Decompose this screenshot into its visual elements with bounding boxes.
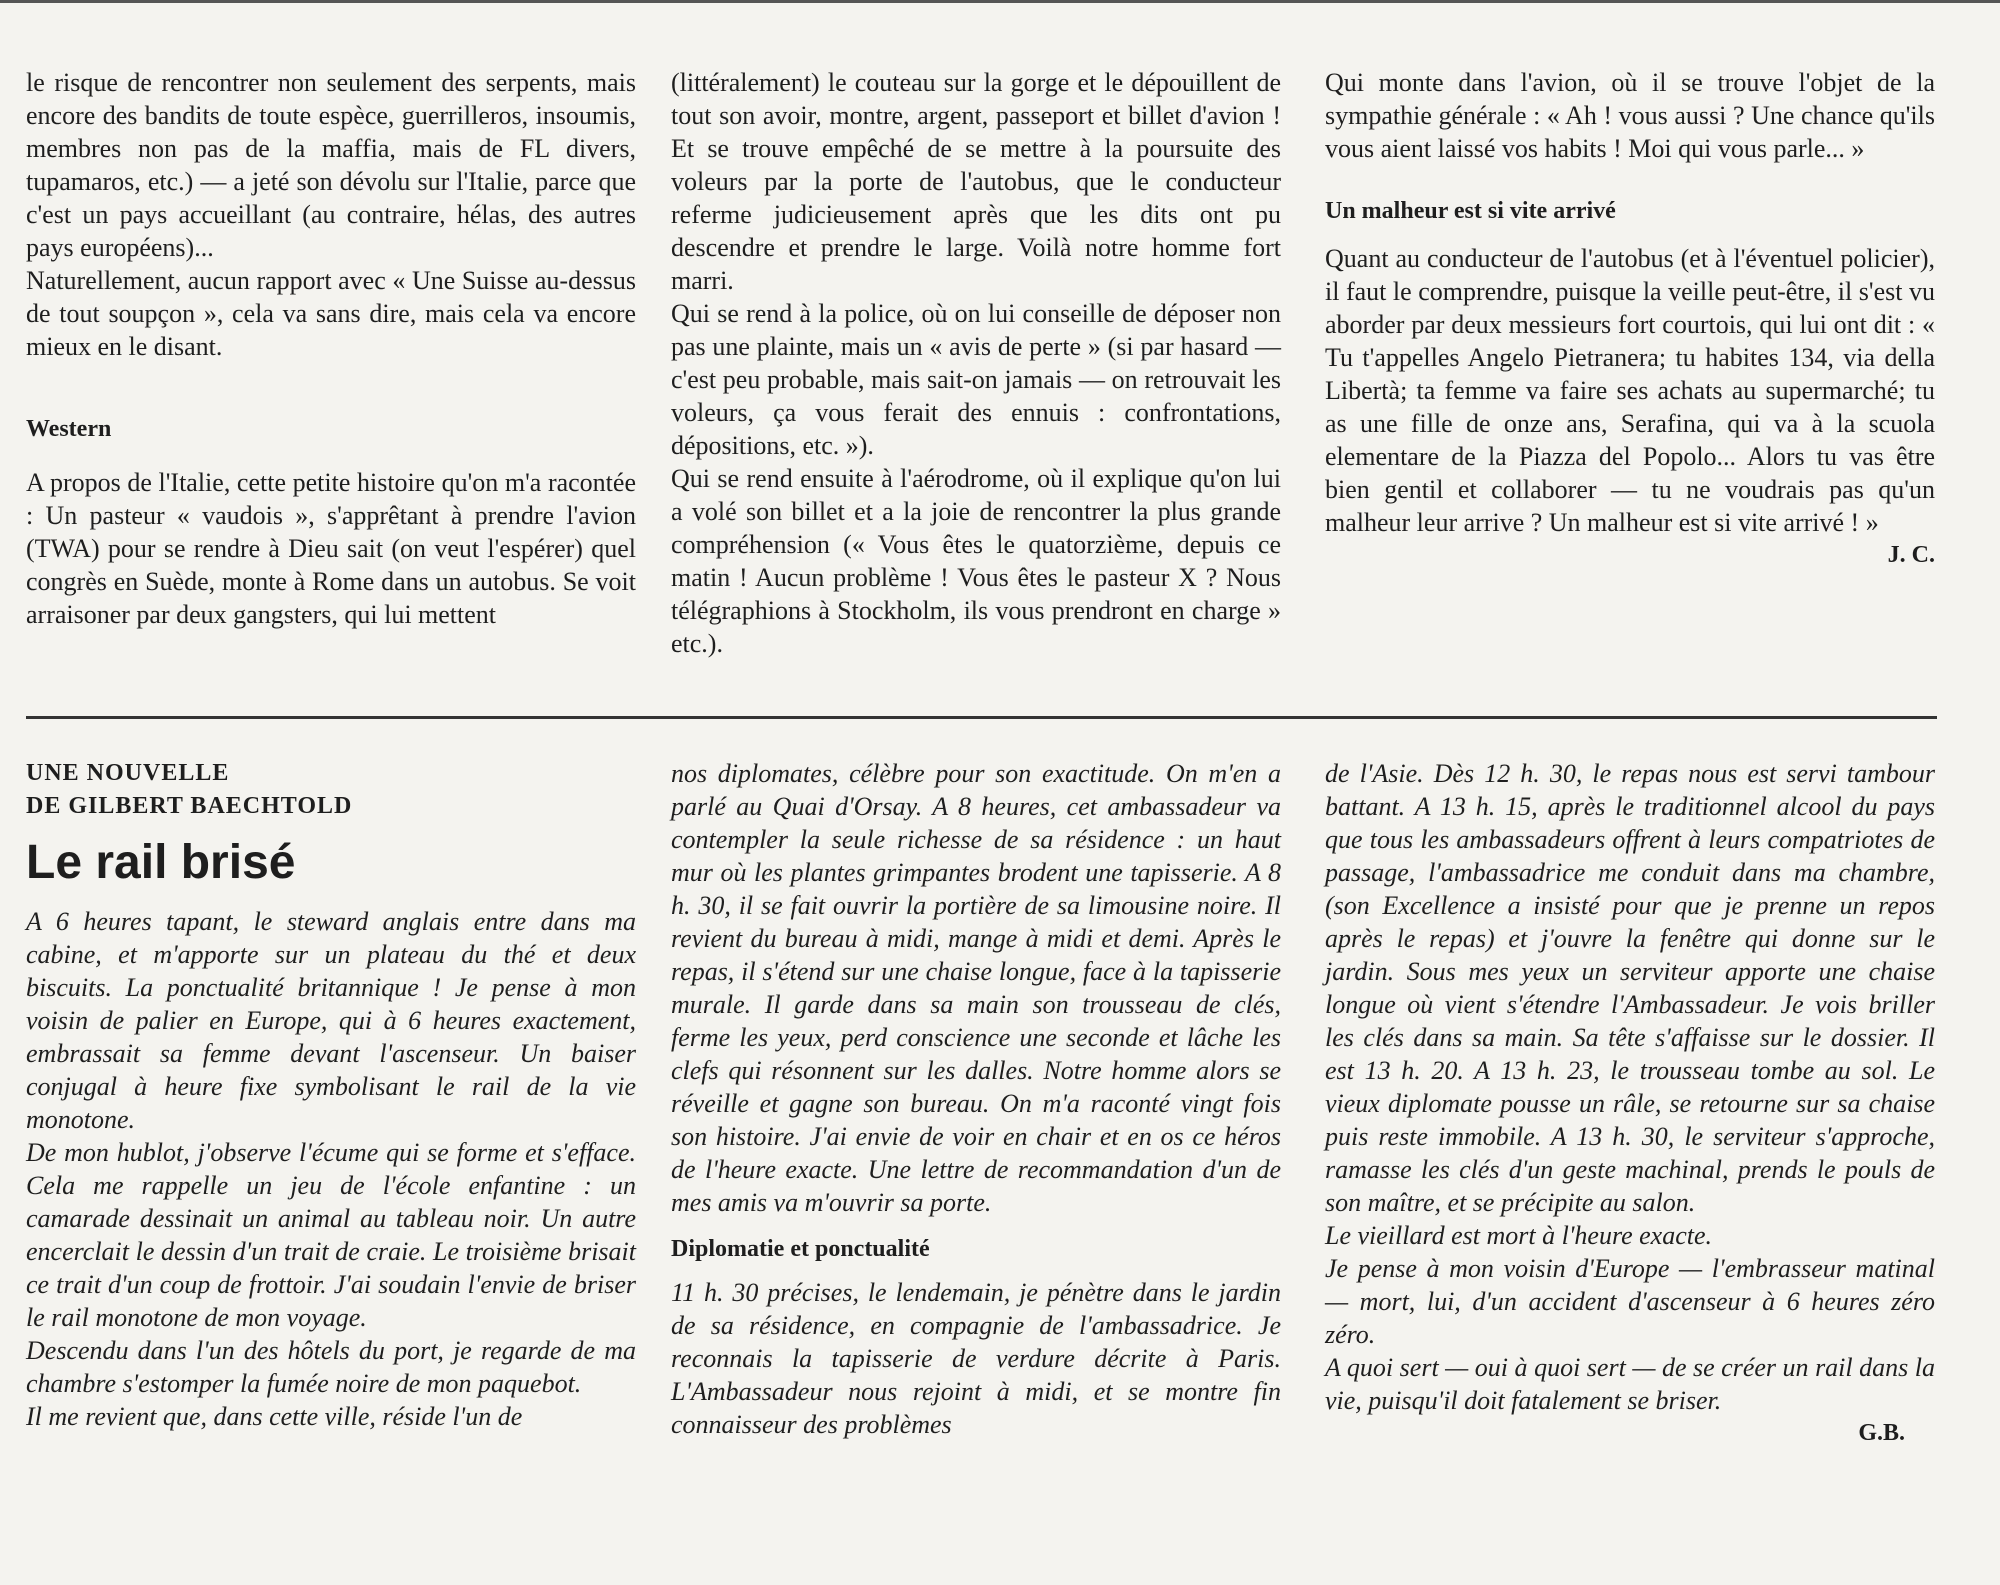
paragraph: Le vieillard est mort à l'heure exacte. xyxy=(1325,1221,1713,1250)
paragraph: A 6 heures tapant, le steward anglais entre dans ma cabine, et m'apporte sur un plateau du thé et deux biscuits. La ponctualité britannique ! Je pense à mon voisin de palier en Europe, qui à 6 heures exactement, embrassait sa femme devant l'ascenseur. Un baiser conjugal à heure fixe symbolisant le rail de la vie monotone. xyxy=(26,907,636,1134)
bottom-column-2 xyxy=(671,757,1281,1441)
paragraph: Naturellement, aucun rapport avec « Une Suisse au-dessus de tout soupçon », cela va sans dire, mais cela va encore mieux en le disant. xyxy=(26,266,636,361)
paragraph: nos diplomates, célèbre pour son exactitude. On m'en a parlé au Quai d'Orsay. A 8 heures, cet ambassadeur va contempler la seule richesse de sa résidence : un haut mur où les plantes grimpantes brodent une tapisserie. A 8 h. 30, il se fait ouvrir la portière de sa limousine noire. Il revient du bureau à midi, mange à midi et demi. Après le repas, il s'étend sur une chaise longue, face à la tapisserie murale. Il garde dans sa main son trousseau de clés, ferme les yeux, perd conscience une seconde et lâche les clefs qui résonnent sur les dalles. Notre homme alors se réveille et gagne son bureau. On m'a raconté vingt fois son histoire. J'ai envie de voir en chair et en os ce héros de l'heure exacte. Une lettre de recommandation d'un de mes amis va m'ouvrir sa porte. xyxy=(671,759,1281,1217)
paragraph: Qui monte dans l'avion, où il se trouve l'objet de la sympathie générale : « Ah ! vous aussi ? Une chance qu'ils vous aient laissé vos habits ! Moi qui vous parle... » xyxy=(1325,68,1935,163)
top-column-2 xyxy=(671,66,1281,660)
paragraph: Il me revient que, dans cette ville, réside l'un de xyxy=(26,1402,523,1431)
paragraph: De mon hublot, j'observe l'écume qui se forme et s'efface. Cela me rappelle un jeu de l'école enfantine : un camarade dessinait un animal au tableau noir. Un autre encerclait le dessin d'un trait de craie. Le troisième brisait ce trait d'un coup de frottoir. J'ai soudain l'envie de briser le rail monotone de mon voyage. xyxy=(26,1138,636,1332)
bottom-column-1 xyxy=(26,757,636,1433)
paragraph: 11 h. 30 précises, le lendemain, je pénètre dans le jardin de sa résidence, en compagnie de l'ambassadrice. Je reconnais la tapisserie de verdure décrite à Paris. L'Ambassadeur nous rejoint à midi, et se montre fin connaisseur des problèmes xyxy=(671,1278,1281,1439)
top-column-3 xyxy=(1325,66,1935,572)
paragraph: (littéralement) le couteau sur la gorge et le dépouillent de tout son avoir, montre, argent, passeport et billet d'avion ! Et se trouve empêché de se mettre à la poursuite des voleurs par la porte de l'autobus, que le conducteur referme judicieusement après que les dits ont pu descendre et prendre le large. Voilà notre homme fort marri. xyxy=(671,68,1281,295)
kicker-line-2: DE GILBERT BAECHTOLD xyxy=(26,793,353,819)
top-column-1 xyxy=(26,66,636,631)
paragraph: de l'Asie. Dès 12 h. 30, le repas nous est servi tambour battant. A 13 h. 15, après le traditionnel alcool du pays que tous les ambassadeurs offrent à leurs compatriotes de passage, l'ambassadrice me conduit dans ma chambre, (son Excellence a insisté pour que je prenne un repos après le repas) et j'ouvre la fenêtre qui donne sur le jardin. Sous mes yeux un serviteur apporte une chaise longue où vient s'étendre l'Ambassadeur. Je vois briller les clés dans sa main. Sa tête s'affaisse sur le dossier. Il est 13 h. 20. A 13 h. 23, le trousseau tombe au sol. Le vieux diplomate pousse un râle, se retourne sur sa chaise puis reste immobile. A 13 h. 30, le serviteur s'approche, ramasse les clés d'un geste machinal, prends le pouls de son maître, et se précipite au salon. xyxy=(1325,759,1935,1217)
bottom-column-3 xyxy=(1325,757,1935,1450)
paragraph: A quoi sert — oui à quoi sert — de se créer un rail dans la vie, puisqu'il doit fatalement se briser. xyxy=(1325,1353,1935,1415)
article-title: Le rail brisé xyxy=(26,836,296,889)
section-heading-western: Western xyxy=(26,416,112,442)
paragraph: le risque de rencontrer non seulement des serpents, mais encore des bandits de toute espèce, guerrilleros, insoumis, membres non pas de la maffia, mais de FL divers, tupamaros, etc.) — a jeté son dévolu sur l'Italie, parce que c'est un pays accueillant (au contraire, hélas, des autres pays européens)... xyxy=(26,68,636,262)
top-rule xyxy=(0,0,2000,3)
paragraph: Descendu dans l'un des hôtels du port, je regarde de ma chambre s'estomper la fumée noire de mon paquebot. xyxy=(26,1336,636,1398)
section-heading-diplomatie: Diplomatie et ponctualité xyxy=(671,1236,930,1262)
paragraph: Quant au conducteur de l'autobus (et à l'éventuel policier), il faut le comprendre, puisque la veille peut-être, il s'est vu aborder par deux messieurs fort courtois, qui lui ont dit : « Tu t'appelles Angelo Pietranera; tu habites 134, via della Libertà; ta femme va faire ses achats au supermarché; tu as une fille de onze ans, Serafina, qui va à la scuola elementare de la Piazza del Popolo... Alors tu vas être bien gentil et collaborer — tu ne voudrais pas qu'un malheur leur arrive ? Un malheur est si vite arrivé ! » xyxy=(1325,244,1935,537)
section-divider xyxy=(26,716,1937,719)
paragraph: Qui se rend à la police, où on lui conseille de déposer non pas une plainte, mais un « avis de perte » (si par hasard — c'est peu probable, mais sait-on jamais — on retrouvait les voleurs, ça vous ferait des ennuis : confrontations, dépositions, etc. »). xyxy=(671,299,1281,460)
paragraph: Qui se rend ensuite à l'aérodrome, où il explique qu'on lui a volé son billet et a la joie de rencontrer la plus grande compréhension (« Vous êtes le quatorzième, depuis ce matin ! Aucun problème ! Vous êtes le pasteur X ? Nous télégraphions à Stockholm, ils vous prendront en charge » etc.). xyxy=(671,464,1281,658)
paragraph: A propos de l'Italie, cette petite histoire qu'on m'a racontée : Un pasteur « vaudois », s'apprêtant à prendre l'avion (TWA) pour se rendre à Dieu sait (on veut l'espérer) quel congrès en Suède, monte à Rome dans un autobus. Se voit arraisoner par deux gangsters, qui lui mettent xyxy=(26,468,636,629)
section-heading-malheur: Un malheur est si vite arrivé xyxy=(1325,198,1616,224)
signature: J. C. xyxy=(1887,542,1935,568)
kicker-line-1: UNE NOUVELLE xyxy=(26,760,230,786)
paragraph: Je pense à mon voisin d'Europe — l'embrasseur matinal — mort, lui, d'un accident d'ascenseur à 6 heures zéro zéro. xyxy=(1325,1254,1935,1349)
signature: G.B. xyxy=(1858,1420,1905,1446)
